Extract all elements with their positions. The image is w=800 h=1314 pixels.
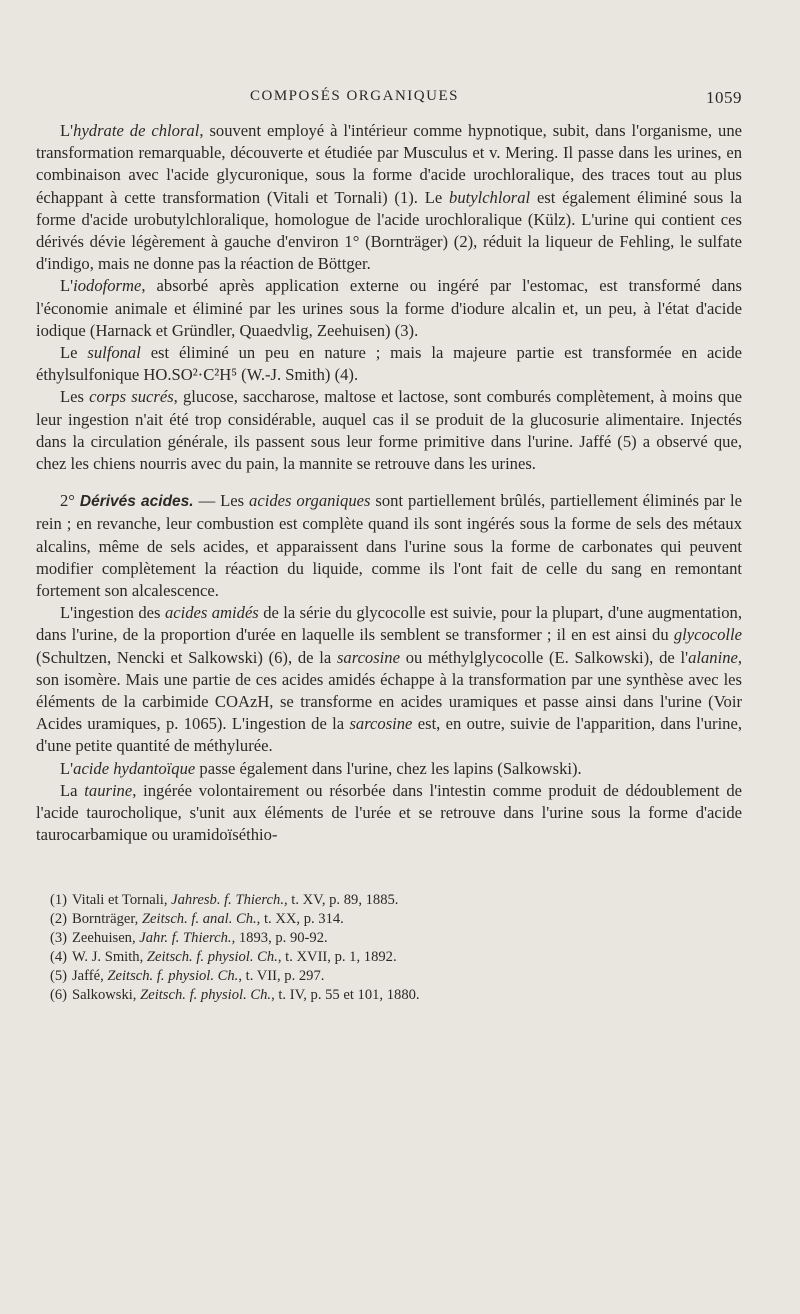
italic-term: sulfonal	[87, 343, 141, 363]
text-run: de la série du glycocolle est suivie, pour la plupart, d'une augmentation, dans l'urine, de la proportion d'urée en laquelle ils semblent se transformer ; il en est ainsi du	[36, 603, 742, 645]
text-run: ou méthylglycocolle (E. Salkowski), de l'	[399, 647, 689, 667]
footnote-number: (3)	[50, 929, 68, 946]
italic-term: Zeitsch. f. anal. Ch.	[141, 910, 257, 927]
page-number: 1059	[706, 88, 742, 107]
footnote	[50, 967, 742, 986]
text-run: L'ingestion des	[60, 603, 165, 623]
text-run: , t. VII, p. 297.	[238, 967, 325, 984]
italic-term: Zeitsch. f. physiol. Ch.	[107, 967, 239, 984]
text-run: sont partiellement brûlés, partiellement éliminés par le rein ; en revanche, leur combustion est complète quand ils sont ingérés sous la forme de sels des métaux alcalins, même de sels acides, et apparaissent dans l'urine sous la forme de carbonates qui peuvent modifier complètement la réaction du liquide, comme ils l'ont fait de celle du sang en remontant fortement son alcalescence.	[36, 491, 742, 601]
text-run: , t. IV, p. 55 et 101, 1880.	[271, 986, 420, 1003]
italic-term: acide hydantoïque	[73, 758, 196, 778]
body-text	[36, 120, 742, 847]
italic-term: Zeitsch. f. physiol. Ch.	[140, 986, 272, 1003]
text-run: , absorbé après application externe ou ingéré par l'estomac, est transformé dans l'économie animale et éliminé par les urines sous la forme d'iodure alcalin et, un peu, à l'état d'acide iodique (Harnack et Gründler, Quaedvlig, Zeehuisen) (3).	[36, 276, 742, 340]
paragraph-p1	[36, 120, 742, 275]
footnote	[50, 948, 742, 967]
text-run: L'	[60, 276, 74, 296]
text-run: L'	[60, 758, 74, 778]
paragraph-p5	[36, 490, 742, 602]
footnote-number: (6)	[50, 986, 68, 1003]
footnote	[50, 986, 742, 1005]
footnote-number: (5)	[50, 967, 68, 984]
italic-term: alanine	[688, 647, 738, 667]
footnote	[50, 910, 742, 929]
text-run: , souvent employé à l'intérieur comme hypnotique, subit, dans l'organisme, une transformation remarquable, découverte et étudiée par Musculus et v. Mering. Il passe dans les urines, en combinaison avec l'acide glycuronique, sous la forme d'acide urochloralique, des traces tout au plus échappant à cette transformation (Vitali et Tornali) (1). Le	[36, 121, 742, 207]
text-run: est éliminé un peu en nature ; mais la majeure partie est transformée en acide éthylsulfonique HO.SO²·C²H⁵ (W.-J. Smith) (4).	[36, 343, 742, 385]
italic-term: sarcosine	[336, 647, 400, 667]
text-run: , t. XVII, p. 1, 1892.	[277, 948, 397, 965]
italic-term: taurine	[84, 780, 133, 800]
italic-term: acides organiques	[249, 491, 371, 511]
paragraph-p2	[36, 275, 742, 342]
paragraph-p4	[36, 386, 742, 475]
text-run: W. J. Smith,	[72, 948, 147, 965]
footnotes	[36, 891, 742, 1005]
text-run: La	[60, 780, 85, 800]
italic-term: Jahresb. f. Thierch.	[171, 891, 284, 908]
running-title: COMPOSÉS ORGANIQUES	[250, 88, 459, 104]
italic-term: iodoforme	[73, 276, 142, 296]
text-run: Vitali et Tornali,	[72, 891, 172, 908]
text-run: — Les	[193, 491, 250, 511]
footnote-number: (2)	[50, 910, 68, 927]
text-run: passe également dans l'urine, chez les lapins (Salkowski).	[195, 758, 582, 778]
paragraph-p7	[36, 758, 742, 780]
footnote-number: (4)	[50, 948, 68, 965]
text-run: , glucose, saccharose, maltose et lactose, sont comburés complètement, à moins que leur ingestion n'ait été trop considérable, auquel cas il se produit de la glucosurie alimentaire. Injectés dans la circulation générale, ils passent sous leur forme primitive dans l'urine. Jaffé (5) a observé que, chez les chiens nourris avec du pain, la mannite se retrouve dans les urines.	[36, 387, 742, 474]
text-run: , ingérée volontairement ou résorbée dans l'intestin comme produit de dédoublement de l'acide taurocholique, s'unit aux éléments de l'urée et se retrouve dans l'urine sous la forme d'acide taurocarbamique ou uramidoïséthio-	[36, 780, 742, 845]
italic-term: glycocolle	[673, 625, 742, 645]
text-run: est également éliminé sous la forme d'acide urobutylchloralique, homologue de l'acide urochloralique (Külz). L'urine qui contient ces dérivés dévie légèrement à gauche d'environ 1° (Bornträger) (2), réduit la liqueur de Fehling, le sulfate d'indigo, mais ne donne pas la réaction de Böttger.	[36, 187, 742, 274]
italic-term: Zeitsch. f. physiol. Ch.	[146, 948, 278, 965]
paragraph-p8	[36, 780, 742, 847]
text-run: Zeehuisen,	[72, 929, 140, 946]
italic-term: acides amidés	[164, 603, 259, 623]
text-run: Bornträger,	[72, 910, 142, 927]
italic-term: corps sucrés	[89, 387, 174, 407]
text-run: Jaffé,	[72, 967, 108, 984]
text-run: , son isomère. Mais une partie de ces acides amidés échappe à la transformation par une synthèse avec les éléments de la carbimide COAzH, se transforme en acides uramiques et passe ainsi dans l'urine (Voir Acides uramiques, p. 1065). L'ingestion de la	[36, 647, 743, 734]
text-run: est, en outre, suivie de l'apparition, dans l'urine, d'une petite quantité de méthylurée.	[36, 714, 742, 756]
text-run: L'	[60, 121, 74, 140]
footnote	[50, 891, 742, 910]
text-run: Les	[60, 387, 90, 407]
paragraph-p3	[36, 342, 742, 386]
text-run: , t. XV, p. 89, 1885.	[283, 891, 399, 908]
text-run: Salkowski,	[72, 986, 141, 1003]
italic-term: butylchloral	[449, 187, 531, 207]
section-heading: Dérivés acides.	[79, 493, 194, 511]
text-run: , 1893, p. 90-92.	[231, 929, 328, 946]
italic-term: hydrate de chloral	[73, 121, 200, 140]
paragraph-p6	[36, 602, 742, 757]
italic-term: sarcosine	[349, 714, 413, 734]
page-header	[36, 88, 742, 112]
text-run: 2°	[60, 491, 80, 511]
text-run: , t. XX, p. 314.	[256, 910, 344, 927]
text-run: (Schultzen, Nencki et Salkowski) (6), de la	[36, 647, 337, 667]
footnote	[50, 929, 742, 948]
italic-term: Jahr. f. Thierch.	[139, 929, 232, 946]
footnote-number: (1)	[50, 891, 68, 908]
text-run: Le	[60, 343, 88, 363]
